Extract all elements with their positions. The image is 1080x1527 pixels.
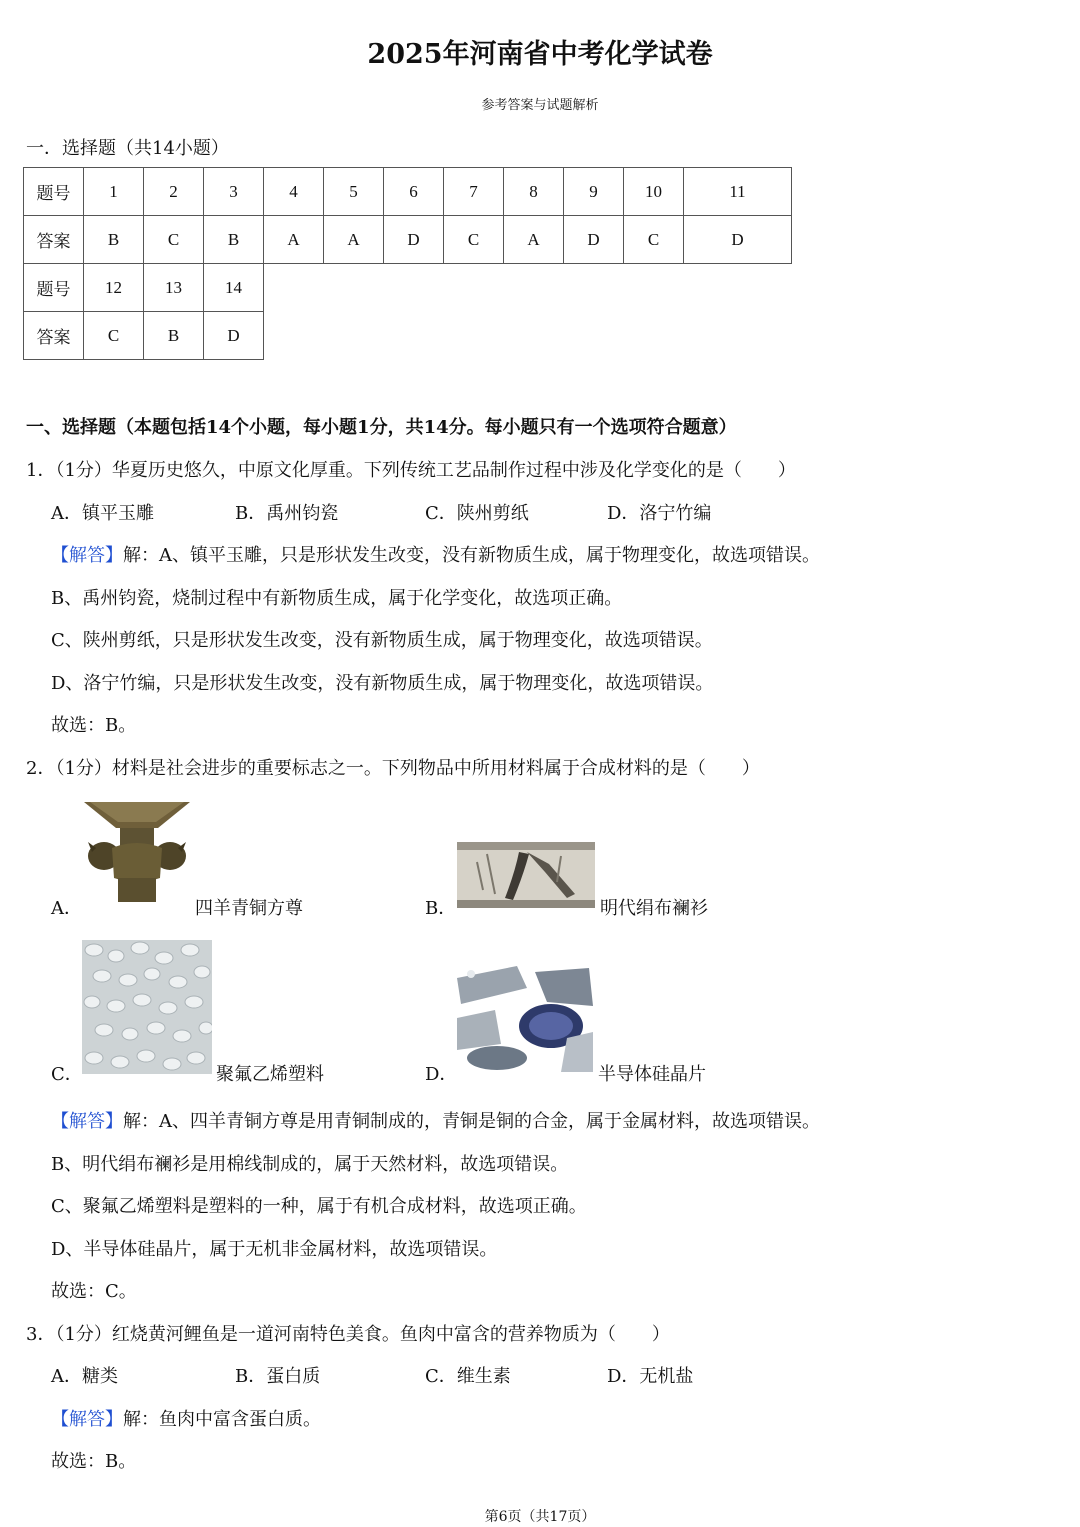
- table-cell: A: [324, 216, 384, 264]
- question-1-option-c: C．陕州剪纸: [425, 503, 529, 524]
- table-cell: C: [444, 216, 504, 264]
- solution-tag: 【解答】: [51, 545, 123, 566]
- question-2-option-a-caption: 四羊青铜方尊: [195, 898, 303, 919]
- table-cell: A: [264, 216, 324, 264]
- answer-table-row-answers: [24, 312, 264, 360]
- table-cell: 13: [144, 264, 204, 312]
- question-2-answer: 故选：C。: [51, 1281, 137, 1302]
- question-1-solution-line: B、禹州钧瓷，烧制过程中有新物质生成，属于化学变化，故选项正确。: [51, 588, 623, 609]
- question-3-option-d: D．无机盐: [607, 1366, 694, 1387]
- table-label: 答案: [24, 312, 84, 360]
- table-cell: 1: [84, 168, 144, 216]
- ming-robe-image: [457, 842, 595, 908]
- question-1-solution-line: D、洛宁竹编，只是形状发生改变，没有新物质生成，属于物理变化，故选项错误。: [51, 673, 714, 694]
- answer-table-row-answers: [24, 216, 792, 264]
- solution-text: 解：A、四羊青铜方尊是用青铜制成的，青铜是铜的合金，属于金属材料，故选项错误。: [123, 1111, 820, 1132]
- solution-text: 解：A、镇平玉雕，只是形状发生改变，没有新物质生成，属于物理变化，故选项错误。: [123, 545, 820, 566]
- answer-table-row-numbers: [24, 264, 264, 312]
- question-1-option-b: B．禹州钧瓷: [235, 503, 339, 524]
- question-3-option-b: B．蛋白质: [235, 1366, 321, 1387]
- solution-text: 解：鱼肉中富含蛋白质。: [123, 1409, 321, 1430]
- section-heading-multiple-choice: 一、选择题（本题包括14个小题，每小题1分，共14分。每小题只有一个选项符合题意）: [26, 417, 737, 438]
- table-cell: A: [504, 216, 564, 264]
- silicon-wafer-image: [457, 966, 593, 1072]
- document-subtitle: 参考答案与试题解析: [481, 98, 599, 113]
- page-footer: 第6页（共17页）: [484, 1509, 596, 1525]
- question-3-answer: 故选：B。: [51, 1451, 137, 1472]
- table-cell: 12: [84, 264, 144, 312]
- table-cell: D: [564, 216, 624, 264]
- table-cell: 4: [264, 168, 324, 216]
- question-2-option-b-caption: 明代绢布襕衫: [600, 898, 708, 919]
- table-cell: D: [684, 216, 792, 264]
- table-cell: 8: [504, 168, 564, 216]
- question-2-solution-line: C、聚氟乙烯塑料是塑料的一种，属于有机合成材料，故选项正确。: [51, 1196, 587, 1217]
- question-1-solution-line: [51, 541, 820, 567]
- question-1-option-a: A．镇平玉雕: [51, 503, 154, 524]
- answer-table-row-numbers: [24, 168, 792, 216]
- table-cell: 3: [204, 168, 264, 216]
- table-cell: C: [144, 216, 204, 264]
- document-title: 2025年河南省中考化学试卷: [367, 39, 713, 70]
- table-cell: 6: [384, 168, 444, 216]
- table-cell: C: [624, 216, 684, 264]
- table-label: 答案: [24, 216, 84, 264]
- table-cell: B: [144, 312, 204, 360]
- table-cell: C: [84, 312, 144, 360]
- section-heading-answers: 一．选择题（共14小题）: [26, 138, 229, 159]
- table-cell: 11: [684, 168, 792, 216]
- solution-tag: 【解答】: [51, 1409, 123, 1430]
- table-label: 题号: [24, 168, 84, 216]
- question-2-option-c-caption: 聚氟乙烯塑料: [216, 1064, 324, 1085]
- table-cell: D: [204, 312, 264, 360]
- question-1-stem: 1．（1分）华夏历史悠久，中原文化厚重。下列传统工艺品制作过程中涉及化学变化的是（ ）: [26, 460, 796, 481]
- question-1-answer: 故选：B。: [51, 715, 137, 736]
- table-cell: 9: [564, 168, 624, 216]
- question-2-stem: 2．（1分）材料是社会进步的重要标志之一。下列物品中所用材料属于合成材料的是（ ）: [26, 758, 760, 779]
- answer-table: [23, 167, 792, 264]
- table-cell: 10: [624, 168, 684, 216]
- question-2-option-d-caption: 半导体硅晶片: [598, 1064, 706, 1085]
- question-2-option-d-letter: D．: [425, 1064, 458, 1085]
- table-cell: B: [204, 216, 264, 264]
- bronze-zun-image: [82, 798, 192, 906]
- table-cell: D: [384, 216, 444, 264]
- question-3-option-a: A．糖类: [51, 1366, 118, 1387]
- question-2-option-c-letter: C．: [51, 1064, 83, 1085]
- question-3-stem: 3．（1分）红烧黄河鲤鱼是一道河南特色美食。鱼肉中富含的营养物质为（ ）: [26, 1324, 670, 1345]
- table-cell: 5: [324, 168, 384, 216]
- question-3-option-c: C．维生素: [425, 1366, 511, 1387]
- question-2-option-b-letter: B．: [425, 898, 457, 919]
- question-2-option-a-letter: A．: [51, 898, 82, 919]
- question-2-solution-line: B、明代绢布襕衫是用棉线制成的，属于天然材料，故选项错误。: [51, 1154, 569, 1175]
- table-cell: 14: [204, 264, 264, 312]
- question-2-solution-line: [51, 1107, 820, 1133]
- answer-table-continued: [23, 263, 264, 360]
- question-1-solution-line: C、陕州剪纸，只是形状发生改变，没有新物质生成，属于物理变化，故选项错误。: [51, 630, 713, 651]
- question-2-solution-line: D、半导体硅晶片，属于无机非金属材料，故选项错误。: [51, 1239, 498, 1260]
- question-1-option-d: D．洛宁竹编: [607, 503, 712, 524]
- table-cell: 7: [444, 168, 504, 216]
- table-label: 题号: [24, 264, 84, 312]
- table-cell: 2: [144, 168, 204, 216]
- plastic-pellets-image: [82, 940, 212, 1074]
- table-cell: B: [84, 216, 144, 264]
- solution-tag: 【解答】: [51, 1111, 123, 1132]
- question-3-solution-line: [51, 1405, 321, 1431]
